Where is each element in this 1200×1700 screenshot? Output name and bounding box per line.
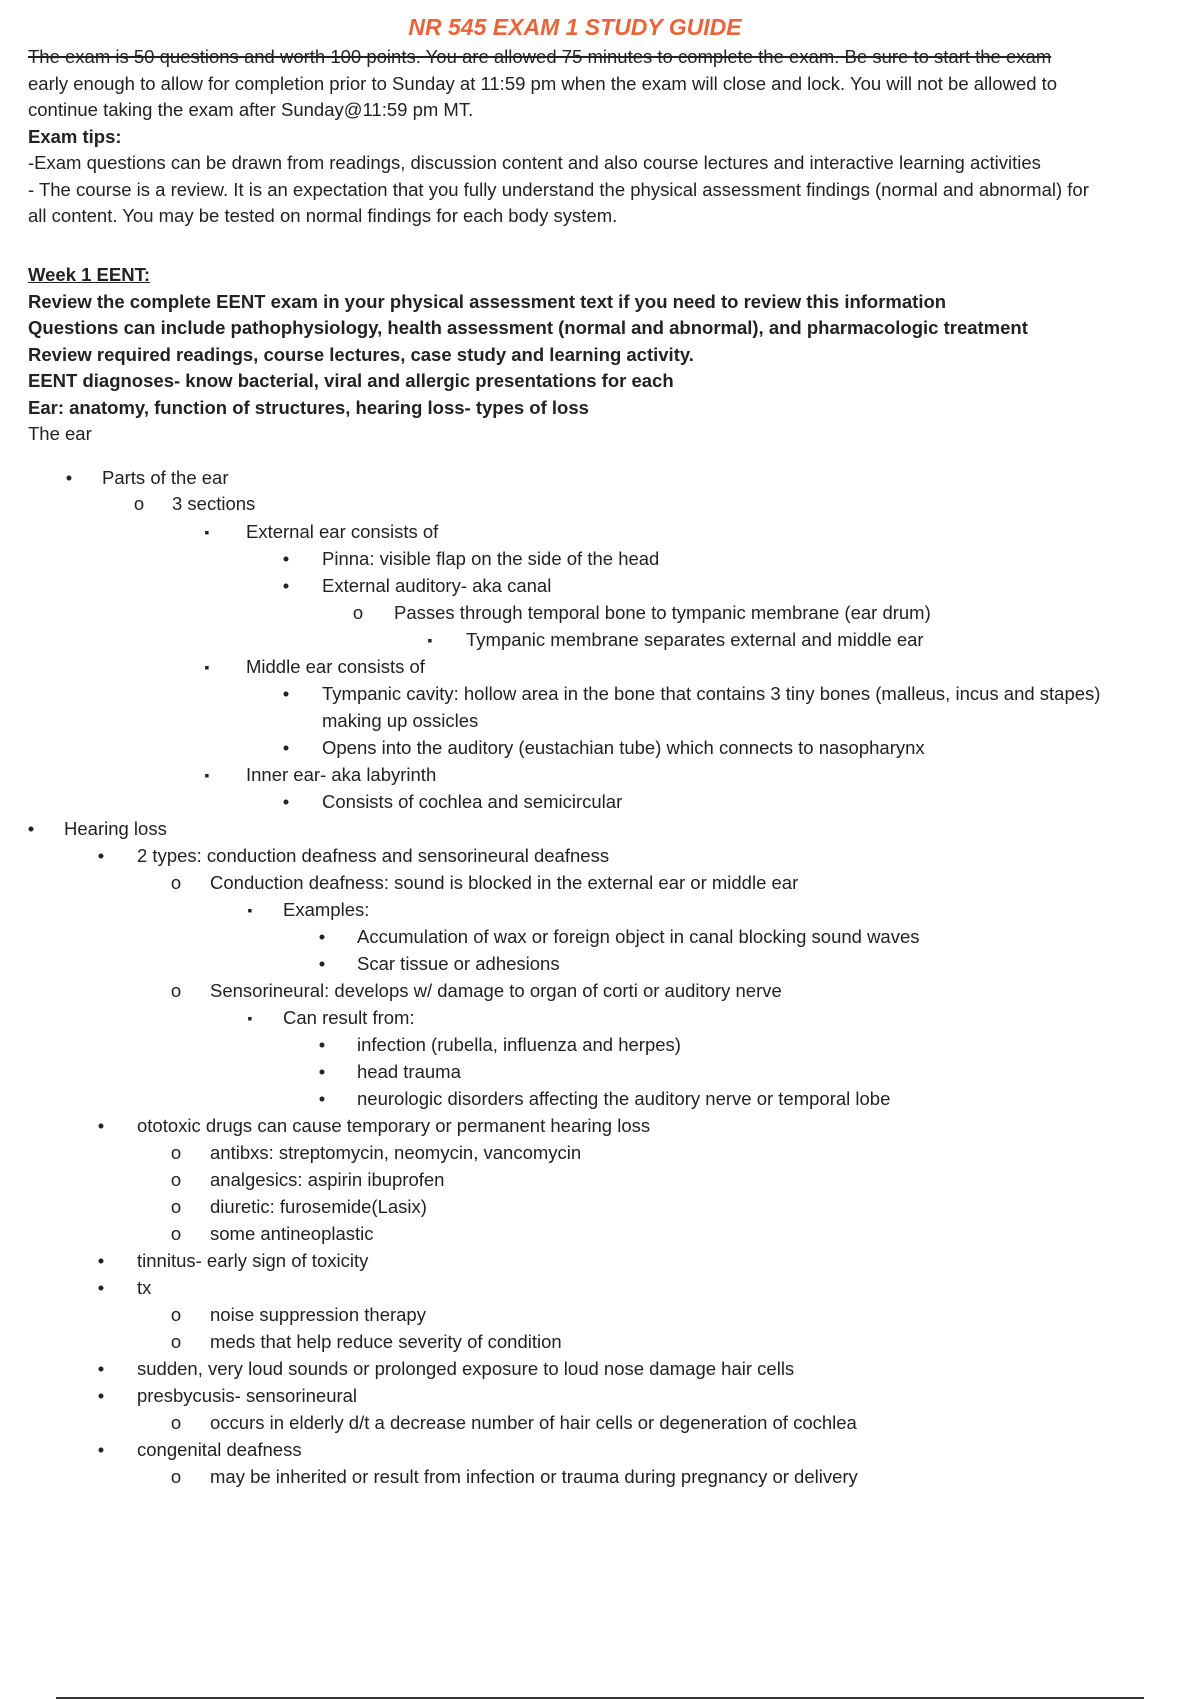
bullet-icon: • [27, 818, 35, 839]
bullet-icon: o [170, 1169, 182, 1190]
bullet-icon: • [282, 737, 290, 758]
list-item: Consists of cochlea and semicircular [322, 791, 623, 812]
list-item: 3 sections [172, 493, 256, 514]
bullet-icon: • [97, 1277, 105, 1298]
bullet-icon: • [282, 575, 290, 596]
list-item: External ear consists of [246, 521, 439, 542]
review-line: Ear: anatomy, function of structures, hearing loss- types of loss [28, 396, 589, 418]
list-item: may be inherited or result from infection or trauma during pregnancy or delivery [210, 1466, 858, 1487]
page-title: NR 545 EXAM 1 STUDY GUIDE [408, 14, 742, 40]
list-item: head trauma [357, 1061, 461, 1082]
list-item: congenital deafness [137, 1439, 302, 1460]
list-item: making up ossicles [322, 710, 479, 731]
list-item: 2 types: conduction deafness and sensorineural deafness [137, 845, 610, 866]
list-item: some antineoplastic [210, 1223, 374, 1244]
list-item: Examples: [283, 899, 370, 920]
bullet-icon: o [170, 1142, 182, 1163]
bullet-icon: • [97, 845, 105, 866]
list-item: tx [137, 1277, 152, 1298]
intro-strikethrough-text: The exam is 50 questions and worth 100 points. You are allowed 75 minutes to complete the exam. Be sure to start the exam [28, 46, 1052, 67]
bullet-icon: o [133, 493, 145, 514]
list-item: Passes through temporal bone to tympanic membrane (ear drum) [394, 602, 931, 623]
bullet-icon: o [170, 1331, 182, 1352]
bullet-icon: • [65, 467, 73, 488]
bullet-icon: • [318, 1034, 326, 1055]
bullet-icon: ▪ [204, 659, 210, 675]
bullet-icon: ▪ [204, 767, 210, 783]
intro-text-line: early enough to allow for completion prior to Sunday at 11:59 pm when the exam will close and lock. You will not be allowed to [28, 72, 1058, 94]
bullet-icon: • [318, 1088, 326, 1109]
list-item: antibxs: streptomycin, neomycin, vancomycin [210, 1142, 582, 1163]
list-item: Conduction deafness: sound is blocked in the external ear or middle ear [210, 872, 799, 893]
bullet-icon: • [97, 1250, 105, 1271]
bullet-icon: o [170, 1223, 182, 1244]
list-item: ototoxic drugs can cause temporary or permanent hearing loss [137, 1115, 651, 1136]
list-item: Opens into the auditory (eustachian tube) which connects to nasopharynx [322, 737, 925, 758]
intro-section [28, 44, 1188, 230]
bullet-icon: o [170, 1304, 182, 1325]
bullet-icon: • [318, 1061, 326, 1082]
bullet-icon: o [170, 872, 182, 893]
exam-tip: all content. You may be tested on normal findings for each body system. [28, 205, 618, 226]
list-item: noise suppression therapy [210, 1304, 426, 1325]
list-item: Tympanic membrane separates external and middle ear [466, 629, 924, 650]
bullet-icon: • [97, 1115, 105, 1136]
exam-tip: - The course is a review. It is an expectation that you fully understand the physical assessment findings (normal and abnormal) for [28, 178, 1089, 200]
list-item: presbycusis- sensorineural [137, 1385, 358, 1406]
bullet-icon: • [282, 683, 290, 704]
bullet-icon: • [97, 1358, 105, 1379]
list-item: meds that help reduce severity of condition [210, 1331, 562, 1352]
bullet-icon: • [318, 926, 326, 947]
bullet-icon: o [170, 1466, 182, 1487]
bullet-icon: • [97, 1439, 105, 1460]
list-item: neurologic disorders affecting the auditory nerve or temporal lobe [357, 1088, 891, 1109]
review-line: EENT diagnoses- know bacterial, viral and allergic presentations for each [28, 370, 674, 391]
bullet-icon: • [318, 953, 326, 974]
review-line: Questions can include pathophysiology, health assessment (normal and abnormal), and pharmacologic treatment [28, 317, 1028, 338]
bullet-icon: o [170, 980, 182, 1001]
list-item: analgesics: aspirin ibuprofen [210, 1169, 445, 1190]
bullet-icon: ▪ [427, 632, 433, 648]
list-item: diuretic: furosemide(Lasix) [210, 1196, 427, 1217]
bullet-icon: • [282, 791, 290, 812]
bullet-icon: • [282, 548, 290, 569]
list-item: infection (rubella, influenza and herpes) [357, 1034, 681, 1055]
list-item: occurs in elderly d/t a decrease number of hair cells or degeneration of cochlea [210, 1412, 857, 1433]
week-1-section [28, 262, 1188, 448]
list-item: Inner ear- aka labyrinth [246, 764, 437, 785]
bullet-icon: o [352, 602, 364, 623]
section-label: The ear [28, 423, 92, 444]
bullet-icon: o [170, 1196, 182, 1217]
list-item: Middle ear consists of [246, 656, 425, 677]
list-item: tinnitus- early sign of toxicity [137, 1250, 369, 1271]
list-item: sudden, very loud sounds or prolonged exposure to loud nose damage hair cells [137, 1358, 795, 1379]
bullet-icon: • [97, 1385, 105, 1406]
intro-text-line: continue taking the exam after Sunday@11:59 pm MT. [28, 99, 474, 120]
list-item: External auditory- aka canal [322, 575, 552, 596]
footer-divider [56, 1697, 1144, 1699]
list-item: Parts of the ear [102, 467, 229, 488]
bullet-icon: ▪ [204, 524, 210, 540]
bullet-icon: o [170, 1412, 182, 1433]
bullet-icon: ▪ [247, 1010, 253, 1026]
bullet-icon: ▪ [247, 902, 253, 918]
list-item: Accumulation of wax or foreign object in canal blocking sound waves [357, 926, 920, 947]
review-line: Review the complete EENT exam in your physical assessment text if you need to review this information [28, 290, 947, 312]
list-item: Can result from: [283, 1007, 415, 1028]
list-item: Hearing loss [64, 818, 167, 839]
exam-tips-heading: Exam tips: [28, 125, 122, 147]
exam-tip: -Exam questions can be drawn from readings, discussion content and also course lectures and interactive learning activities [28, 152, 1041, 173]
list-item: Scar tissue or adhesions [357, 953, 560, 974]
list-item: Sensorineural: develops w/ damage to organ of corti or auditory nerve [210, 980, 782, 1001]
review-line: Review required readings, course lectures, case study and learning activity. [28, 343, 694, 365]
list-item: Tympanic cavity: hollow area in the bone that contains 3 tiny bones (malleus, incus and stapes) [322, 683, 1101, 704]
list-item: Pinna: visible flap on the side of the head [322, 548, 660, 569]
week-heading: Week 1 EENT: [28, 264, 151, 285]
